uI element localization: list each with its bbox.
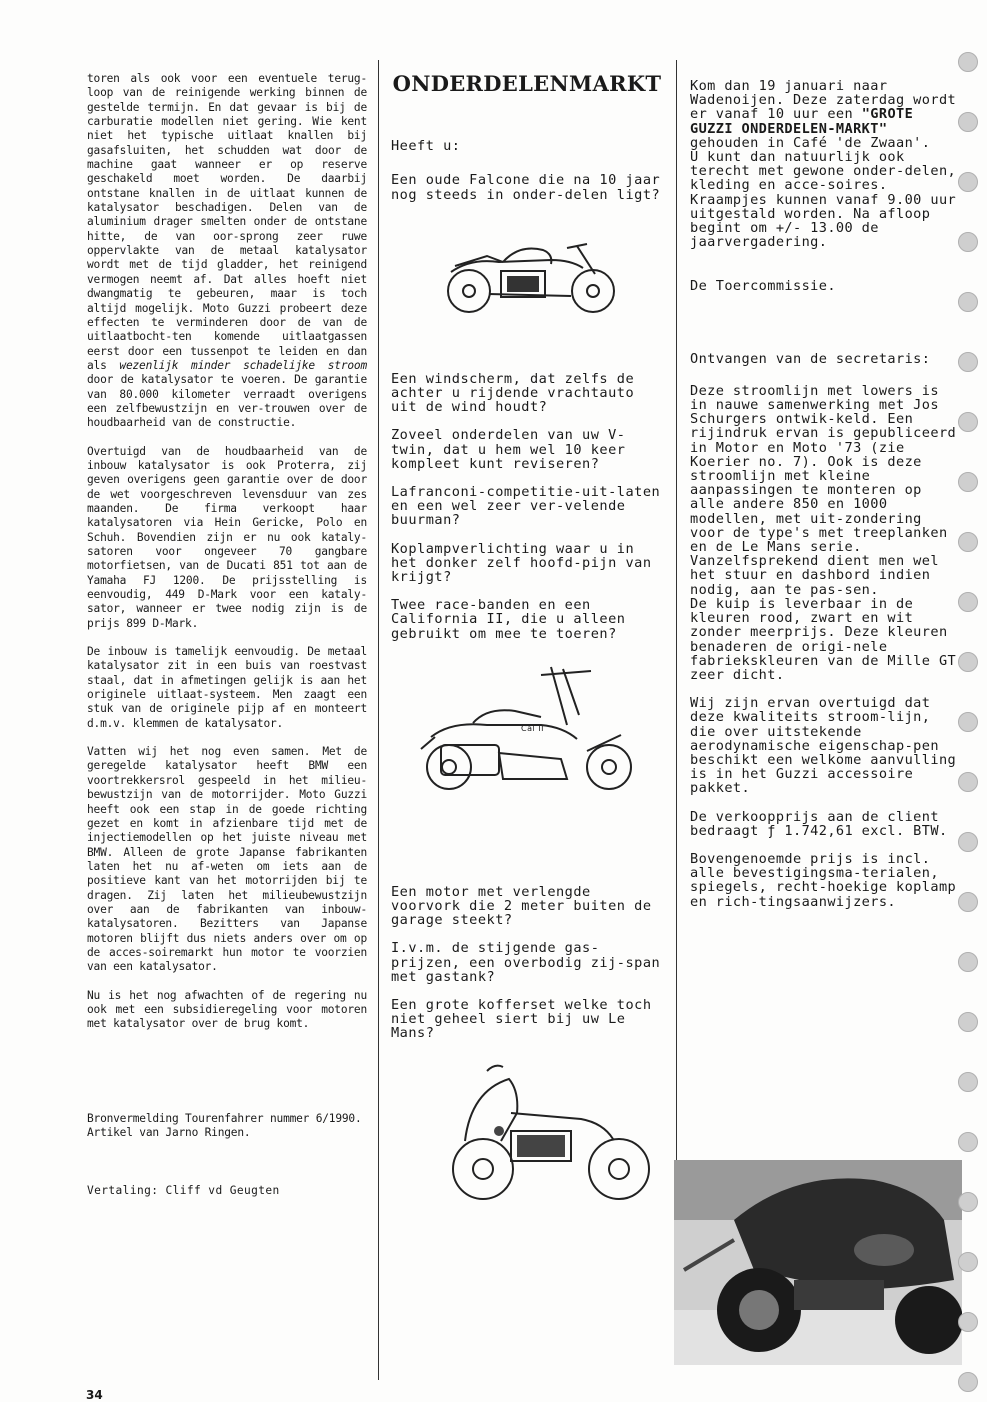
- column-divider: [676, 60, 677, 1170]
- page-number: 34: [86, 1388, 103, 1402]
- question-item: Twee race-banden en een California II, die u alleen gebruikt om mee te toeren?: [391, 597, 626, 642]
- fairing-paragraph: Wij zijn ervan overtuigd dat deze kwaliteits stroom-lijn, die over uitstekende aerodynamische eigenschap-pen beschikt een welkome aanvulling is in het Guzzi accessoire pakket.: [690, 695, 957, 797]
- faired-motorcycle-illustration: [391, 1061, 663, 1211]
- parts-market-column: [391, 75, 663, 1375]
- italic-phrase: wezenlijk minder schadelijke stroom: [119, 358, 367, 372]
- california-motorcycle-illustration: [391, 655, 663, 815]
- motorcycle-illustration: [391, 216, 663, 328]
- event-name: "GROTE GUZZI ONDERDELEN-MARKT": [690, 106, 914, 137]
- announcement-paragraph: Kom dan 19 januari naar Wadenoijen. Deze zaterdag wordt er vanaf 10 uur een "GROTE GUZZI ONDERDELEN-MARKT" gehouden in Café 'de Zwaan'.: [690, 79, 957, 151]
- question-intro: Heeft u:: [391, 138, 461, 155]
- signature: De Toercommissie.: [690, 278, 836, 295]
- question-item: Een grote kofferset welke toch niet geheel siert bij uw Le Mans?: [391, 997, 652, 1042]
- article-column: [87, 72, 367, 1352]
- question-item: Een motor met verlengde voorvork die 2 meter buiten de garage steekt?: [391, 883, 652, 929]
- question-item: Een oude Falcone die na 10 jaar nog steeds in onder-delen ligt?: [391, 172, 661, 203]
- translation-credit: Vertaling: Cliff vd Geugten: [87, 1184, 280, 1198]
- motorcycle-photo: [674, 1160, 962, 1365]
- announcement-paragraph: U kunt dan natuurlijk ook terecht met gewone onder-delen, kleding en acce-soires.: [690, 149, 957, 194]
- fairing-paragraph: De verkoopprijs aan de client bedraagt ƒ 1.742,61 excl. BTW.: [690, 808, 948, 839]
- article-paragraph: Nu is het nog afwachten of de regering nu ook met een subsidieregeling voor motoren met katalysator over de brug komt.: [87, 988, 367, 1031]
- section-title: ONDERDELENMARKT: [392, 75, 662, 96]
- question-item: Lafranconi-competitie-uit-laten en een wel zeer ver-velende buurman?: [391, 484, 661, 529]
- question-item: Koplampverlichting waar u in het donker zelf hoofd-pijn van krijgt?: [391, 540, 652, 586]
- article-paragraph: Vatten wij het nog even samen. Met de geregelde katalysator heeft BMW een voortrekkersrol gespeeld in het milieu-bewustzijn van de motorrijder. Moto Guzzi heeft ook een stap in de goede richting gezet en komt in afzienbare tijd met de injectiemodellen op het juiste niveau met BMW. Alleen de grote Japanse fabrikanten laten het nu af-weten om iets aan de positieve kant van het motorrijden bij te dragen. Zij laten het milieubewustzijn over aan de fabrikanten van inbouw-katalysatoren. Bezitters van Japanse motoren blijft dus niets anders over om op de acces-soiremarkt hun motor te voorzien van een katalysator.: [87, 745, 367, 974]
- fairing-paragraph: Bovengenoemde prijs is incl. alle bevestigingsma-terialen, spiegels, recht-hoekige koplamp en rich-tingsaanwijzers.: [690, 850, 957, 910]
- column-divider: [378, 60, 379, 1380]
- question-item: I.v.m. de stijgende gas-prijzen, een overbodig zij-span met gastank?: [391, 940, 661, 985]
- question-item: Zoveel onderdelen van uw V-twin, dat u hem wel 10 keer kompleet kunt reviseren?: [391, 427, 626, 472]
- question-item: Een windscherm, dat zelfs de achter u rijdende vrachtauto uit de wind houdt?: [391, 370, 635, 416]
- article-paragraph: Overtuigd van de houdbaarheid van de inbouw katalysator is ook Proterra, zij geven overigens geen garantie over de door de wet voorgeschreven levensduur van zes maanden. De firma verkoopt haar katalysatoren via Hein Gericke, Polo en Schuh. Bovendien zijn er nu ook kataly-satoren voor ongeveer 70 gangbare motorfietsen, van de Ducati 851 tot aan de Yamaha FJ 1200. De prijsstelling is eenvoudig, 449 D-Mark voor een kataly-sator, wanneer er twee nodig zijn is de prijs 899 D-Mark.: [87, 444, 367, 630]
- source-credit: Bronvermelding Tourenfahrer nummer 6/1990. Artikel van Jarno Ringen.: [87, 1111, 362, 1139]
- fairing-paragraph: De kuip is leverbaar in de kleuren rood, zwart en wit zonder meerprijs. Deze kleuren benaderen de origi-nele fabriekskleuren van de Mille GT zeer dicht.: [690, 595, 957, 683]
- fairing-paragraph: Vanzelfsprekend dient men wel het stuur en dashbord indien nodig, aan te pas-sen.: [690, 553, 939, 598]
- article-paragraph: toren als ook voor een eventuele terug-loop van de reinigende werking binnen de gestelde termijn. En dat gevaar is bij de carburatie modellen niet gering. Wie kent niet het typische uitlaat knallen bij gasafsluiten, het schudden wat door de machine gaat wanneer er op reserve geschakeld moet worden. De daarbij ontstane knallen in de uitlaat kunnen de katalysator beschadigen. Delen van de aluminium drager smelten onder de ontstane hitte, de van oor-sprong zeer ruwe oppervlakte van de metaal katalysator wordt met de tijd gladder, het reinigend vermogen neemt af. Dat alles hoeft niet dwangmatig te gebeuren, maar is toch altijd mogelijk. Moto Guzzi probeert deze effecten te verminderen door de van de uitlaatbocht-ten komende uitlaatgassen eerst door een tussenpot te leiden en dan als wezenlijk minder schadelijke stroom door de katalysator te voeren. De garantie van 80.000 kilometer verraadt overigens een zelfbewustzijn en ver-trouwen over de houdbaarheid van de constructie.: [87, 72, 367, 430]
- fairing-paragraph: Deze stroomlijn met lowers is in nauwe samenwerking met Jos Schurgers ontwik-keld. Een rijindruk ervan is gepubliceerd in Motor en Moto '73 (zie Koerier no. 7). Ook is deze stroomlijn met kleine aanpassingen te monteren op alle andere 850 en 1000 modellen, met uit-zondering voor de type's met treeplanken en de Le Mans serie.: [690, 382, 957, 556]
- announcement-paragraph: Kraampjes kunnen vanaf 9.00 uur uitgestald worden. Na afloop begint om +/- 13.00 de jaarvergadering.: [690, 191, 957, 251]
- bike-tank-label: Cal II: [521, 723, 544, 733]
- article-paragraph: De inbouw is tamelijk eenvoudig. De metaal katalysator zit in een buis van roestvast staal, dat in afmetingen gelijk is aan het originele uitlaat-systeem. Men zaagt een stuk van de originele pijp af en monteert d.m.v. klemmen de katalysator.: [87, 645, 367, 730]
- section-heading: Ontvangen van de secretaris:: [690, 350, 931, 367]
- binder-holes: [958, 52, 978, 1402]
